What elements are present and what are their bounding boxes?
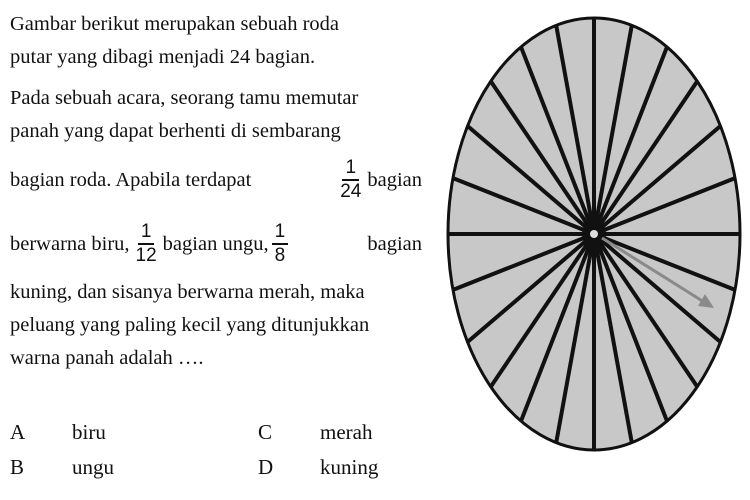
line-text: bagian [367, 233, 422, 255]
line-text: bagian [367, 169, 422, 191]
line-text: Pada sebuah acara, seorang tamu memutar [10, 87, 359, 109]
option-letter: C [258, 420, 273, 444]
line-text: kuning, dan sisanya berwarna merah, maka [10, 281, 365, 303]
option-letter: D [258, 455, 274, 479]
denominator: 24 [340, 181, 362, 202]
question-text [10, 8, 422, 375]
fraction-1-24 [337, 157, 364, 203]
option-text: merah [320, 420, 373, 444]
line-text: peluang yang paling kecil yang ditunjukkan [10, 314, 370, 336]
option-text: kuning [320, 455, 379, 479]
question-line [10, 309, 422, 342]
question-line [10, 342, 422, 375]
spinner-wheel [445, 16, 745, 456]
numerator: 1 [272, 221, 289, 245]
option-letter: A [10, 420, 26, 444]
question-line [10, 115, 422, 148]
numerator: 1 [138, 221, 155, 245]
line-text: Gambar berikut merupakan sebuah roda [10, 13, 340, 35]
option-text: biru [72, 420, 106, 444]
option-text: ungu [72, 455, 114, 479]
question-line [10, 82, 422, 115]
line-text: berwarna biru, [10, 233, 130, 255]
fraction-line-1 [10, 148, 422, 212]
fraction-1-12 [133, 221, 160, 267]
line-text: putar yang dibagi menjadi 24 bagian. [10, 46, 316, 68]
fraction-line-2 [10, 212, 422, 276]
question-line [10, 41, 422, 74]
option-letter: B [10, 455, 25, 479]
line-text: bagian ungu, [162, 233, 269, 255]
question-line [10, 8, 422, 41]
line-text: warna panah adalah …. [10, 347, 204, 369]
fraction-1-8 [272, 221, 289, 267]
line-text: panah yang dapat berhenti di sembarang [10, 120, 341, 142]
line-text: bagian roda. Apabila terdapat [10, 169, 252, 191]
numerator: 1 [342, 157, 359, 181]
question-line [10, 276, 422, 309]
denominator: 12 [135, 245, 157, 266]
denominator: 8 [274, 245, 286, 266]
wheel-pin [590, 230, 598, 238]
